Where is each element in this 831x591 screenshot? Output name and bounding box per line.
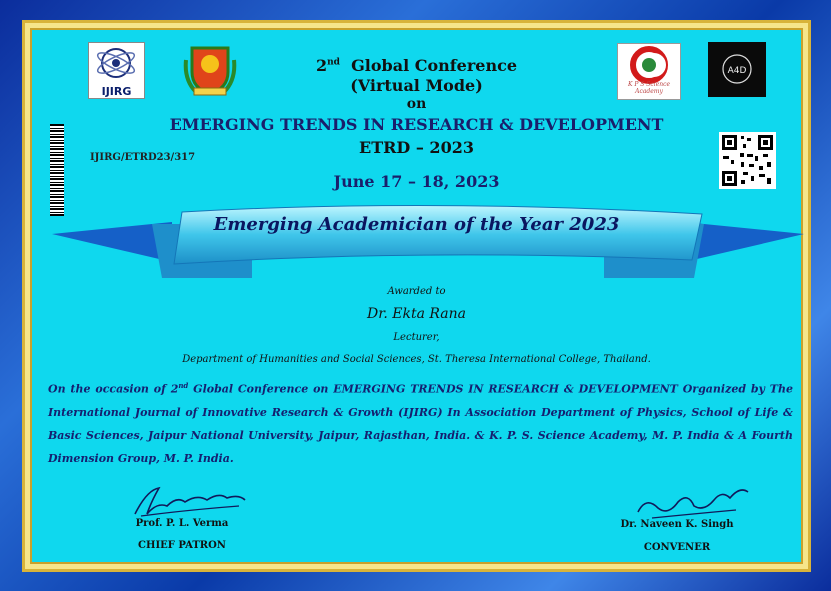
patron-role: CHIEF PATRON <box>138 540 226 551</box>
certificate-body <box>30 28 803 564</box>
a4d-logo-text: A4D <box>727 66 747 76</box>
gold-border <box>22 20 811 572</box>
conference-dates: June 17 – 18, 2023 <box>333 172 500 191</box>
patron-name: Prof. P. L. Verma <box>135 518 229 529</box>
conference-mode: (Virtual Mode) <box>350 76 483 95</box>
conference-title: EMERGING TRENDS IN RESEARCH & DEVELOPMENT <box>169 115 664 134</box>
signature-verma-icon <box>127 480 257 520</box>
award-title: Emerging Academician of the Year 2023 <box>213 214 620 235</box>
recipient-department: Department of Humanities and Social Sciences, St. Theresa International College, Thailand. <box>182 354 651 365</box>
reference-number: IJIRG/ETRD23/317 <box>90 152 196 163</box>
recipient-designation: Lecturer, <box>393 332 440 343</box>
signature-singh-icon <box>632 482 762 522</box>
conference-heading: 2nd Global Conference <box>315 56 517 75</box>
ijirg-logo-text: IJIRG <box>101 85 132 98</box>
conference-on: on <box>406 96 427 112</box>
convener-name: Dr. Naveen K. Singh <box>620 519 734 530</box>
kps-logo-text: K P S Science Academy <box>627 81 671 95</box>
awarded-to-label: Awarded to <box>387 286 446 297</box>
recipient-name: Dr. Ekta Rana <box>367 306 466 322</box>
certificate-body-text: On the occasion of 2nd Global Conference on EMERGING TRENDS IN RESEARCH & DEVELOPMENT Organized by The International Journal of Innovative Research & Growth (IJIRG) In Association Department of Physics, School of Life & Basic Sciences, Jaipur National University, Jaipur, Rajasthan, India. & K. P. S. Science Academy, M. P. India & A Fourth Dimension Group, M. P. India. <box>48 381 793 465</box>
conference-acronym: ETRD – 2023 <box>359 138 474 157</box>
convener-role: CONVENER <box>643 542 711 553</box>
